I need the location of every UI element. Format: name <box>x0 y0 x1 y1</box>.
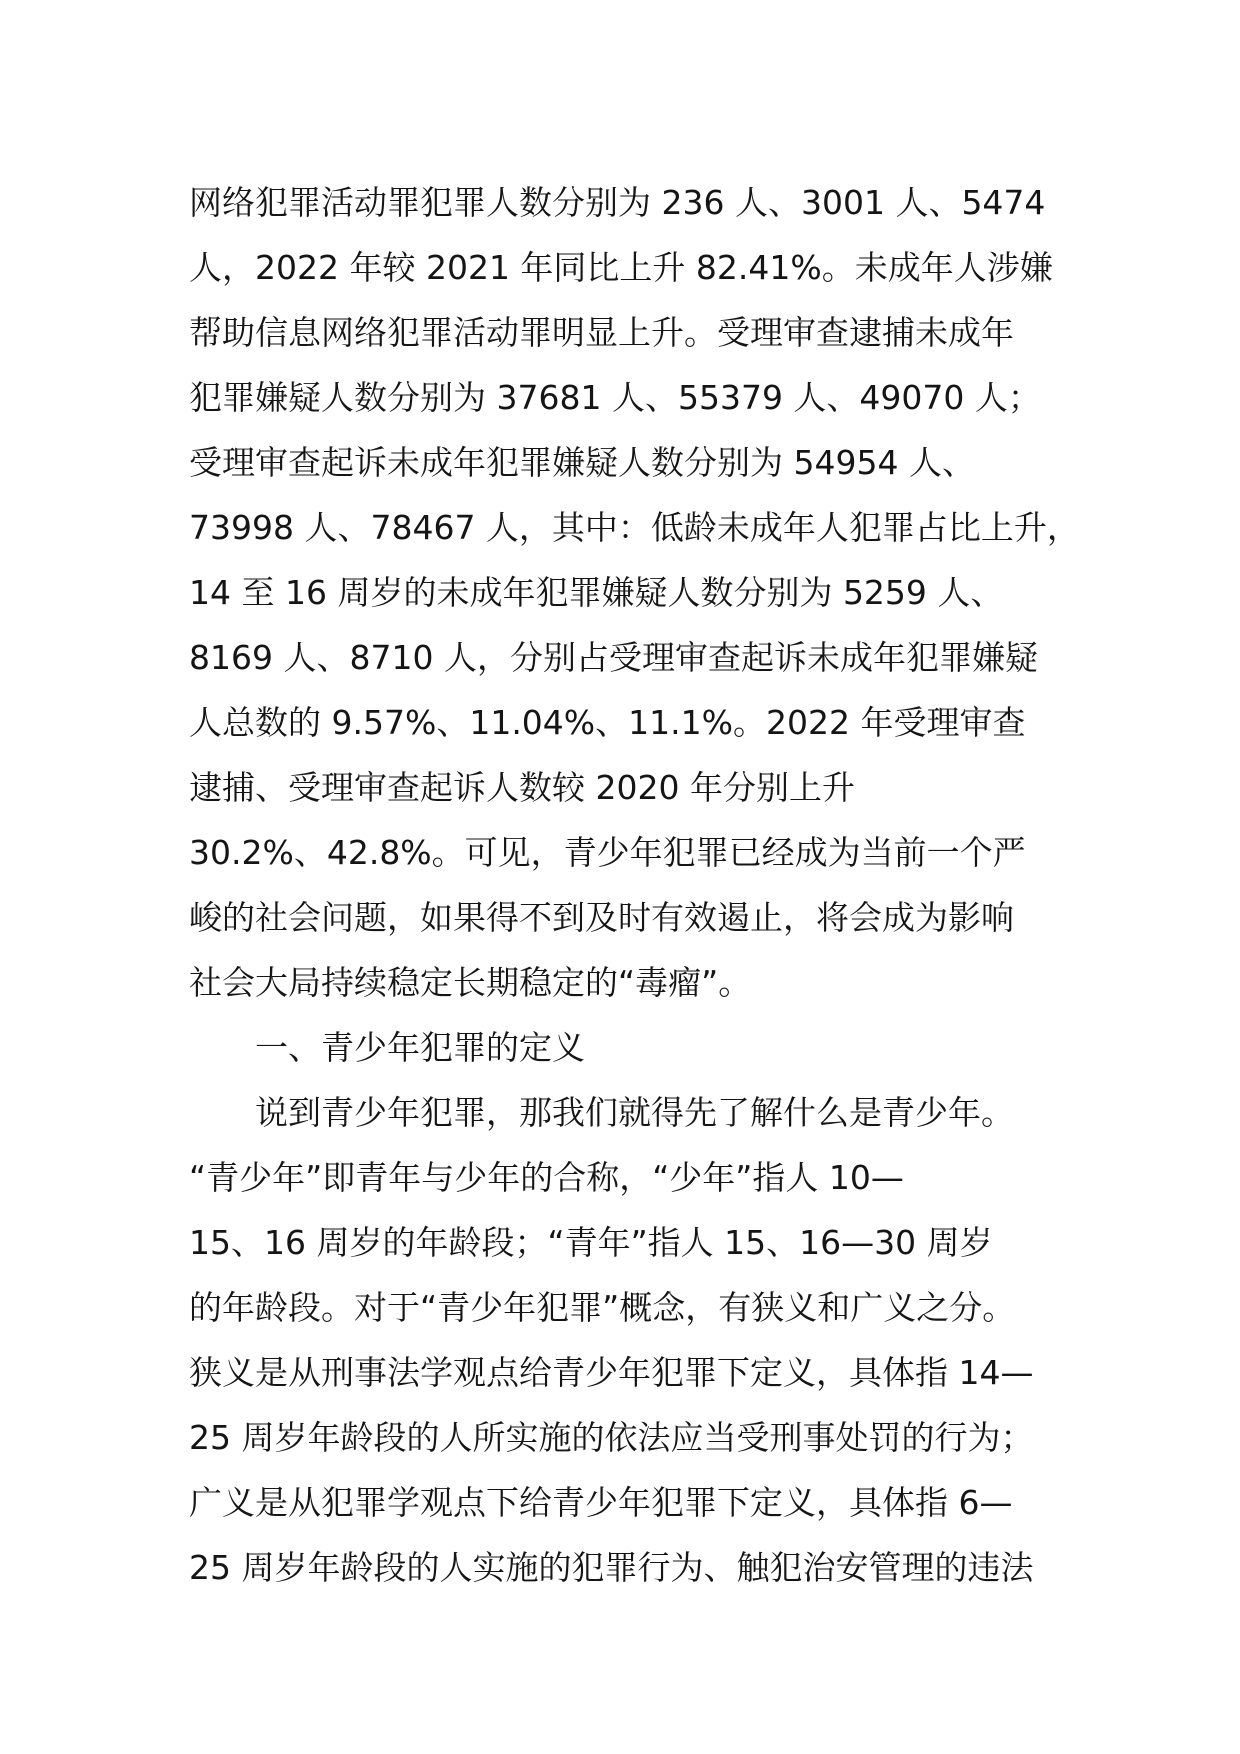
text-line: 犯罪嫌疑人数分别为 37681 人、55379 人、49070 人； <box>189 378 1041 417</box>
text-line: 社会大局持续稳定长期稳定的“毒瘤”。 <box>189 963 752 1002</box>
text-line: 说到青少年犯罪，那我们就得先了解什么是青少年。 <box>189 1093 1014 1132</box>
text-line: 受理审查起诉未成年犯罪嫌疑人数分别为 54954 人、 <box>189 443 975 482</box>
text-line: “青少年”即青年与少年的合称，“少年”指人 10— <box>189 1158 904 1197</box>
text-line: 的年龄段。对于“青少年犯罪”概念，有狭义和广义之分。 <box>189 1288 1016 1327</box>
text-line: 人，2022 年较 2021 年同比上升 82.41%。未成年人涉嫌 <box>189 248 1053 287</box>
text-line: 14 至 16 周岁的未成年犯罪嫌疑人数分别为 5259 人、 <box>189 573 1004 612</box>
text-line: 峻的社会问题，如果得不到及时有效遏止，将会成为影响 <box>189 898 1014 937</box>
text-line: 30.2%、42.8%。可见，青少年犯罪已经成为当前一个严 <box>189 833 1026 872</box>
text-line: 网络犯罪活动罪犯罪人数分别为 236 人、3001 人、5474 <box>189 183 1046 222</box>
text-line: 狭义是从刑事法学观点给青少年犯罪下定义，具体指 14— <box>189 1353 1034 1392</box>
text-line: 25 周岁年龄段的人实施的犯罪行为、触犯治安管理的违法 <box>189 1548 1034 1587</box>
text-line: 73998 人、78467 人，其中：低龄未成年人犯罪占比上升， <box>189 508 1080 547</box>
text-line: 人总数的 9.57%、11.04%、11.1%。2022 年受理审查 <box>189 703 1026 742</box>
text-line: 8169 人、8710 人，分别占受理审查起诉未成年犯罪嫌疑 <box>189 638 1038 677</box>
text-line: 帮助信息网络犯罪活动罪明显上升。受理审查逮捕未成年 <box>189 313 1014 352</box>
section-heading: 一、青少年犯罪的定义 <box>189 1028 585 1067</box>
text-line: 广义是从犯罪学观点下给青少年犯罪下定义，具体指 6— <box>189 1483 1013 1522</box>
text-line: 15、16 周岁的年龄段；“青年”指人 15、16—30 周岁 <box>189 1223 993 1262</box>
text-line: 逮捕、受理审查起诉人数较 2020 年分别上升 <box>189 768 855 807</box>
document-body <box>189 170 1089 1600</box>
text-line: 25 周岁年龄段的人所实施的依法应当受刑事处罚的行为； <box>189 1418 1034 1457</box>
